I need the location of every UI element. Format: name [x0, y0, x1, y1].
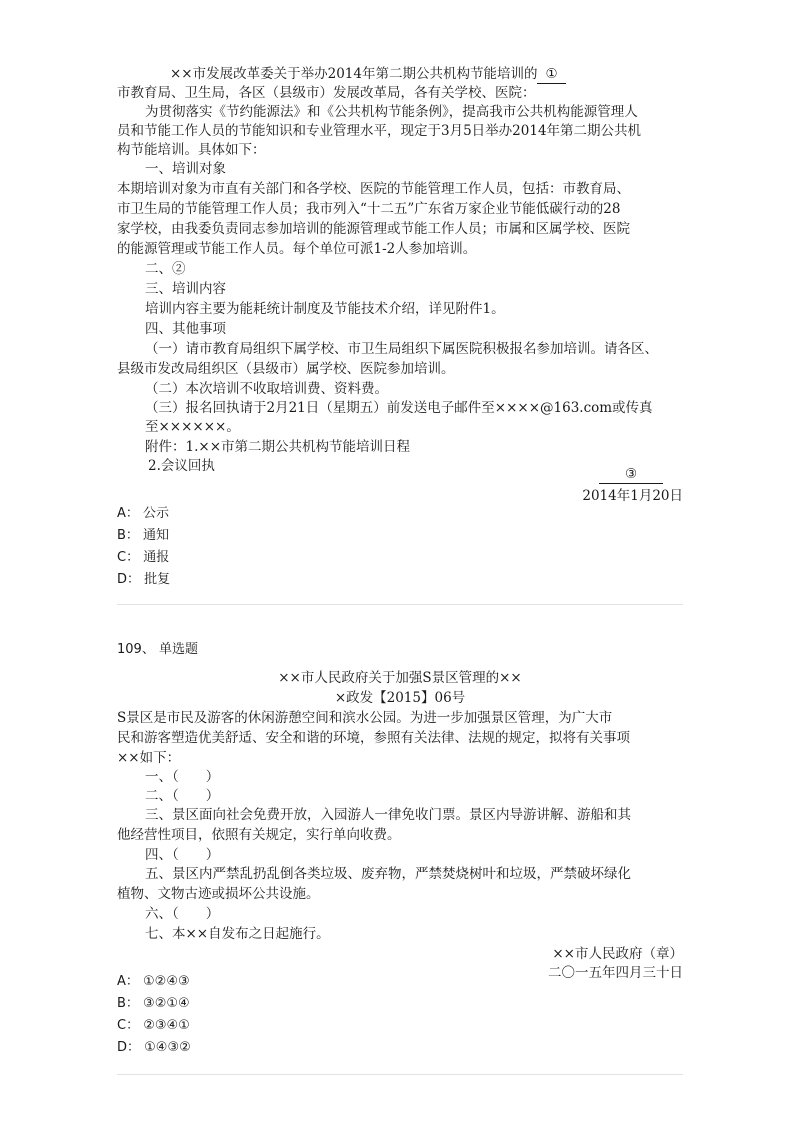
- option-a[interactable]: A： ①②④③: [117, 974, 190, 989]
- document-date: 2014年1月20日: [582, 488, 683, 504]
- body-line: （三）报名回执请于2月21日（星期五）前发送电子邮件至××××@163.com或传真: [145, 400, 653, 416]
- section-heading: 三、培训内容: [145, 281, 226, 297]
- document-date: 二〇一五年四月三十日: [548, 965, 683, 981]
- body-line: 三、景区面向社会免费开放，入园游人一律免收门票。景区内导游讲解、游船和其: [145, 807, 631, 823]
- intro-line: 构节能培训。具体如下：: [117, 142, 266, 158]
- body-line: 五、景区内严禁乱扔乱倒各类垃圾、废弃物，严禁焚烧树叶和垃圾，严禁破坏绿化: [145, 866, 631, 882]
- option-a[interactable]: A： 公示: [117, 506, 170, 521]
- option-d[interactable]: D： 批复: [117, 572, 171, 587]
- option-c[interactable]: C： ②③④①: [117, 1018, 190, 1033]
- option-b[interactable]: B： ③②①④: [117, 996, 190, 1011]
- document-number: ×政发【2015】06号: [334, 690, 466, 706]
- body-line: 植物、文物古迹或损坏公共设施。: [117, 886, 320, 902]
- body-line: （一）请市教育局组织下属学校、市卫生局组织下属医院积极报名参加培训。请各区、: [145, 341, 658, 357]
- item-blank: 一、（ ）: [145, 769, 220, 785]
- notice-title-text: ××市发展改革委关于举办2014年第二期公共机构节能培训的: [170, 66, 538, 82]
- intro-line: 为贯彻落实《节约能源法》和《公共机构节能条例》，提高我市公共机构能源管理人: [145, 104, 638, 120]
- item-blank: 四、（ ）: [145, 847, 220, 863]
- body-line: 市卫生局的节能管理工作人员；我市列入“十二五”广东省万家企业节能低碳行动的28: [117, 201, 621, 217]
- divider: [117, 604, 683, 605]
- body-line: 培训内容主要为能耗统计制度及节能技术介绍，详见附件1。: [145, 301, 505, 317]
- section-heading: 一、培训对象: [145, 161, 226, 177]
- body-line: （二）本次培训不收取培训费、资料费。: [145, 381, 388, 397]
- body-line: 的能源管理或节能工作人员。每个单位可派1-2人参加培训。: [117, 241, 477, 257]
- body-line: 本期培训对象为市直有关部门和各学校、医院的节能管理工作人员，包括：市教育局、: [117, 181, 630, 197]
- body-line: 家学校，由我委负责同志参加培训的能源管理或节能工作人员；市属和区属学校、医院: [117, 221, 630, 237]
- notice-title: [170, 64, 566, 84]
- body-line: 至××××××。: [145, 419, 240, 435]
- body-line: 他经营性项目，依照有关规定，实行单向收费。: [117, 827, 401, 843]
- body-line: 七、本××自发布之日起施行。: [145, 926, 330, 942]
- option-d[interactable]: D： ①④③②: [117, 1040, 191, 1055]
- body-line: ××如下：: [117, 750, 181, 766]
- item-blank: 六、（ ）: [145, 906, 220, 922]
- intro-line: 员和节能工作人员的节能知识和专业管理水平，现定于3月5日举办2014年第二期公共机: [117, 123, 642, 139]
- option-c[interactable]: C： 通报: [117, 550, 170, 565]
- issuer-signature: ××市人民政府（章）: [552, 946, 683, 962]
- body-line: 县级市发改局组织区（县级市）属学校、医院参加培训。: [117, 361, 455, 377]
- divider: [117, 1074, 683, 1075]
- body-line: 民和游客塑造优美舒适、安全和谐的环境，参照有关法律、法规的规定，拟将有关事项: [117, 730, 630, 746]
- signature-blank-3: ③: [599, 466, 663, 484]
- question-header: 109、 单选题: [117, 642, 198, 657]
- body-line: S景区是市民及游客的休闲游憩空间和滨水公园。为进一步加强景区管理，为广大市: [117, 710, 613, 726]
- attachment-line: 附件：1.××市第二期公共机构节能培训日程: [145, 439, 411, 455]
- option-b[interactable]: B： 通知: [117, 528, 170, 543]
- notice-title: ××市人民政府关于加强S景区管理的××: [278, 670, 522, 686]
- attachment-line: 2.会议回执: [148, 458, 215, 474]
- signature-blank: [599, 464, 663, 484]
- title-blank-1: ①: [537, 66, 565, 84]
- section-heading: 二、②: [145, 261, 186, 277]
- addressee: 市教育局、卫生局，各区（县级市）发展改革局，各有关学校、医院：: [117, 85, 536, 101]
- item-blank: 二、（ ）: [145, 788, 220, 804]
- section-heading: 四、其他事项: [145, 321, 226, 337]
